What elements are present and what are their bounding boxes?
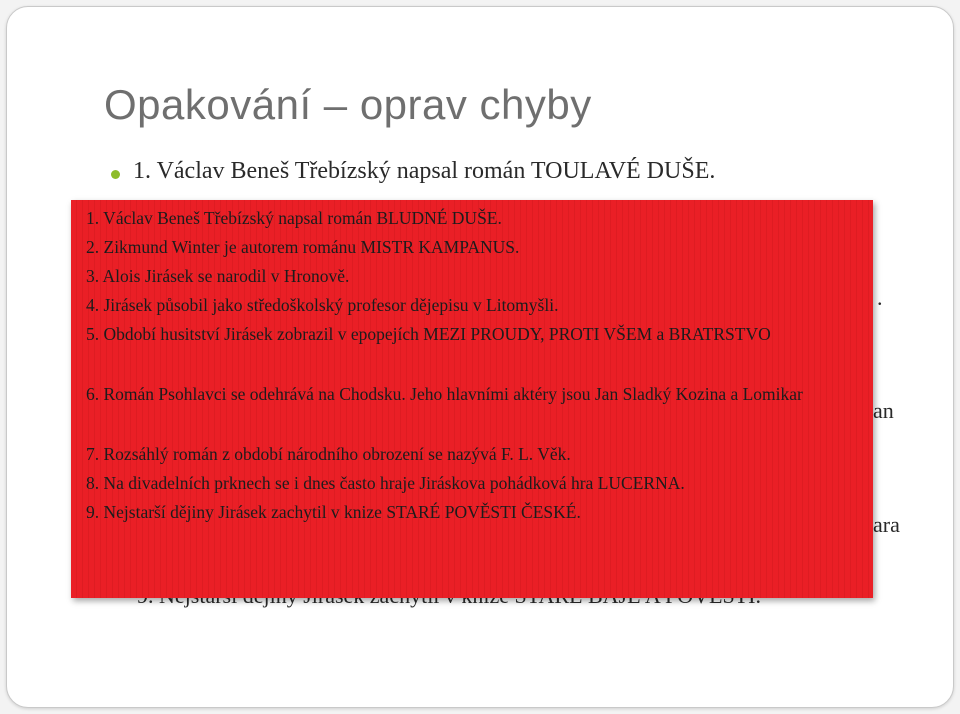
answer-line: 7. Rozsáhlý román z období národního obrození se nazývá F. L. Věk. xyxy=(86,444,571,464)
covered-text-fragment: an xyxy=(873,398,894,423)
answer-line: 5. Období husitství Jirásek zobrazil v epopejích MEZI PROUDY, PROTI VŠEM a BRATRSTVO xyxy=(86,324,771,344)
answer-line: 2. Zikmund Winter je autorem románu MISTR KAMPANUS. xyxy=(86,237,520,257)
answer-line: 1. Václav Beneš Třebízský napsal román BLUDNÉ DUŠE. xyxy=(86,208,502,228)
answers-overlay-box xyxy=(71,200,873,598)
answer-line: 3. Alois Jirásek se narodil v Hronově. xyxy=(86,266,350,286)
answer-line: 6. Román Psohlavci se odehrává na Chodsku. Jeho hlavními aktéry jsou Jan Sladký Kozina a Lomikar xyxy=(86,384,803,404)
bullet-dot-icon xyxy=(111,170,120,179)
slide xyxy=(6,6,954,708)
covered-text-fragment: ara xyxy=(873,512,900,537)
covered-text-fragment: . xyxy=(877,285,883,310)
answer-line: 4. Jirásek působil jako středoškolský profesor dějepisu v Litomyšli. xyxy=(86,295,559,315)
answer-line: 9. Nejstarší dějiny Jirásek zachytil v knize STARÉ POVĚSTI ČESKÉ. xyxy=(86,502,581,522)
answer-line: 8. Na divadelních prknech se i dnes často hraje Jiráskova pohádková hra LUCERNA. xyxy=(86,473,685,493)
slide-title: Opakování – oprav chyby xyxy=(104,81,592,128)
bullet-item-1: 1. Václav Beneš Třebízský napsal román TOULAVÉ DUŠE. xyxy=(133,158,716,184)
